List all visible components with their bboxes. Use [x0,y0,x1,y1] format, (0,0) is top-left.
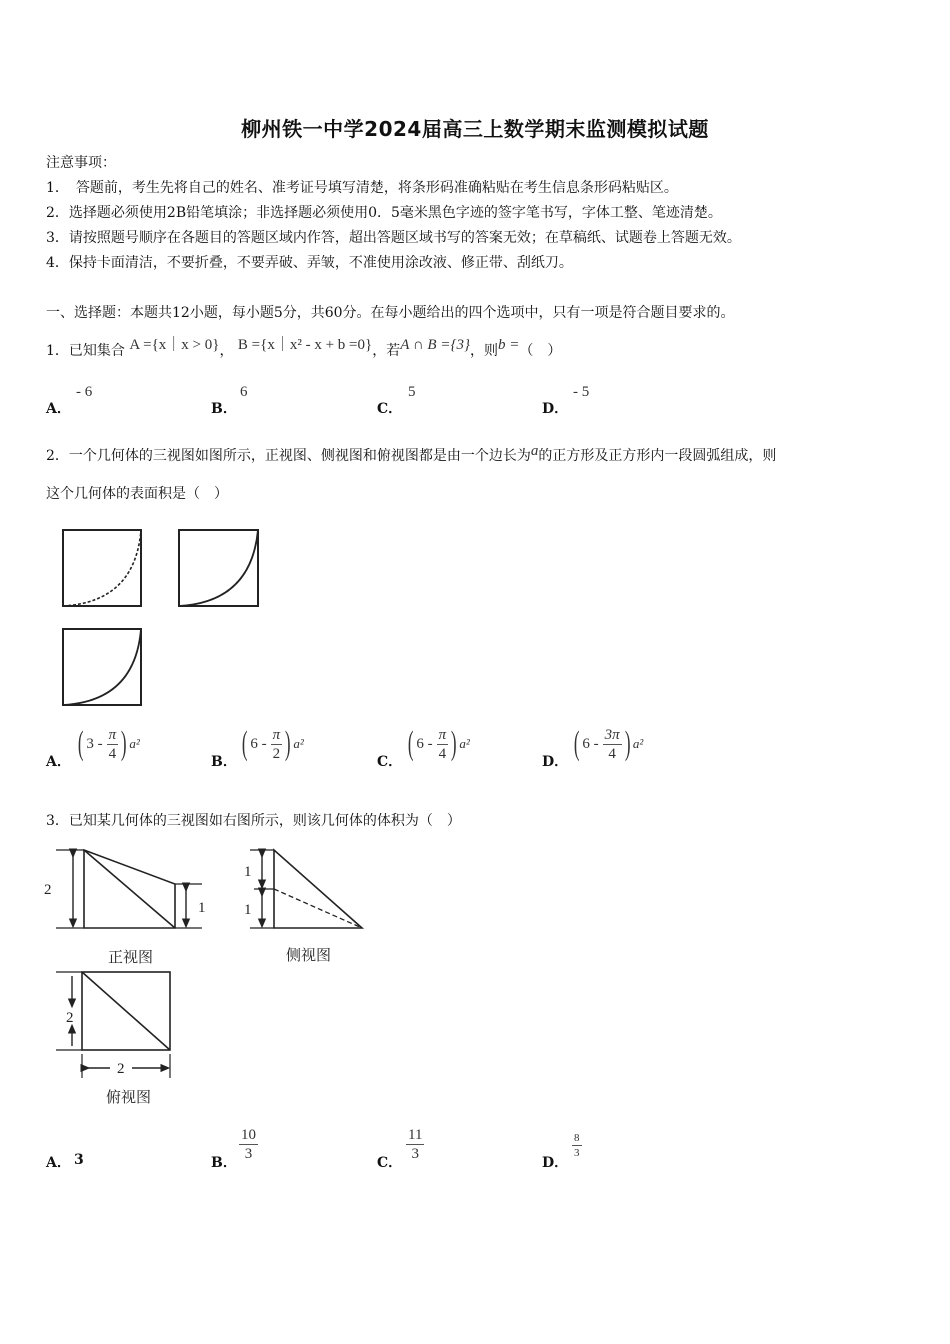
q3-front-dim-left: 2 [44,882,52,898]
q2-option-d-lead: 6 - [582,735,599,752]
q2-option-b-den: 2 [272,745,281,762]
q3-option-d-label[interactable]: D． [542,1155,569,1171]
q2-front-view [63,530,141,606]
q3-stem: 3．已知某几何体的三视图如右图所示，则该几何体的体积为（ ） [46,813,461,829]
notice-item-1: 1． 答题前，考生先将自己的姓名、准考证号填写清楚，将条形码准确粘贴在考生信息条形码粘贴区。 [46,180,678,196]
q3-option-c-label[interactable]: C． [377,1155,403,1171]
notice-heading: 注意事项： [46,155,116,171]
q3-side-label: 侧视图 [286,948,332,964]
q3-option-b-den: 3 [244,1146,253,1162]
q2-three-views [55,522,275,714]
q1-condition: A ∩ B ={3} [400,337,470,353]
q3-option-c-num: 11 [408,1127,423,1143]
q1-set-b: B ={x｜x² - x + b =0} [237,337,373,353]
q1-stem [46,339,561,360]
q2-top-view [63,629,141,705]
q3-option-d-den: 3 [574,1147,580,1159]
q3-three-views [40,842,380,1112]
q1-prefix: 1．已知集合 [46,343,125,359]
q3-front-view [44,850,206,966]
q2-option-a-expr: ( 3 - $\frac{\pi}{4}$ ) a² [77,725,140,762]
q3-option-c-frac [406,1126,424,1163]
q3-side-dim-top: 1 [244,864,252,880]
q3-front-dim-right: 1 [198,900,206,916]
q2-option-c-tail: a² [459,736,470,751]
section-heading: 一、选择题：本题共12小题，每小题5分，共60分。在每小题给出的四个选项中，只有一项是符合题目要求的。 [46,305,735,321]
q2-option-c-den: 4 [438,745,447,762]
q3-option-a-value: 3 [74,1152,84,1168]
q2-option-d-expr: ( 6 - $\frac{3\pi}{4}$ ) a² [573,725,644,762]
q1-option-a-label[interactable]: A． [46,401,71,417]
q1-set-a: A ={x｜x > 0} [129,337,220,353]
q1-option-d-value: - 5 [573,384,590,400]
q3-side-dim-bottom: 1 [244,902,252,918]
q1-b: b = [497,337,520,353]
q2-option-d-tail: a² [632,736,644,751]
q2-option-b-num: π [272,726,281,743]
notice-item-4: 4．保持卡面清洁，不要折叠，不要弄破、弄皱，不准使用涂改液、修正带、刮纸刀。 [46,255,573,271]
q3-top-dim-left: 2 [66,1010,74,1026]
q2-option-b-label[interactable]: B． [211,754,237,770]
q1-option-a-value: - 6 [76,384,93,400]
q2-option-c-label[interactable]: C． [377,754,403,770]
q3-front-label: 正视图 [108,950,154,966]
q2-line1b: 的正方形及正方形内一段圆弧组成，则 [538,448,777,464]
q3-option-c-den: 3 [411,1146,419,1162]
q2-option-c-lead: 6 - [416,735,433,752]
q2-option-d-label[interactable]: D． [542,754,569,770]
q2-option-b-tail: a² [293,736,304,751]
q2-option-b-expr: ( 6 - $\frac{\pi}{2}$ ) a² [241,725,304,762]
q2-option-d-num: 3π [604,726,620,743]
q2-option-c-num: π [438,726,447,743]
q1-paren: （ ） [519,343,562,359]
q1-option-c-value: 5 [408,384,416,400]
q1-if: ，若 [372,343,401,359]
q2-stem-line1 [46,445,776,465]
q2-option-a-den: 4 [108,745,117,762]
q3-side-view [244,850,362,964]
q2-option-c-expr: ( 6 - $\frac{\pi}{4}$ ) a² [407,725,470,762]
q2-option-a-label[interactable]: A． [46,754,71,770]
q2-option-a-lead: 3 - [86,735,103,752]
page-title: 柳州铁一中学2024届高三上数学期末监测模拟试题 [241,117,709,141]
q3-top-label: 俯视图 [106,1090,152,1106]
q2-option-a-num: π [108,726,117,743]
q3-top-dim-bottom: 2 [117,1061,125,1077]
q2-option-a-tail: a² [129,736,140,751]
q3-option-d-num: 8 [574,1132,580,1144]
q3-option-d-frac [572,1131,582,1160]
q1-comma: ， [219,343,234,359]
q2-line1a: 2．一个几何体的三视图如图所示，正视图、侧视图和俯视图都是由一个边长为 [46,448,531,464]
q3-option-b-frac [239,1126,258,1163]
q2-stem-line2: 这个几何体的表面积是（ ） [46,486,228,502]
q1-option-d-label[interactable]: D． [542,401,569,417]
q3-option-a-label[interactable]: A． [46,1155,71,1171]
q1-option-b-value: 6 [240,384,248,400]
q2-var-a: a [530,443,539,459]
q1-option-c-label[interactable]: C． [377,401,403,417]
q3-option-b-label[interactable]: B． [211,1155,237,1171]
q3-option-b-num: 10 [241,1127,256,1143]
q1-option-b-label[interactable]: B． [211,401,237,417]
notice-item-3: 3．请按照题号顺序在各题目的答题区域内作答，超出答题区域书写的答案无效；在草稿纸、试题卷上答题无效。 [46,230,741,246]
q2-side-view [179,530,258,606]
q3-top-view [56,972,170,1106]
notice-item-2: 2．选择题必须使用2B铅笔填涂；非选择题必须使用0．5毫米黑色字迹的签字笔书写，字体工整、笔迹清楚。 [46,205,722,221]
q2-option-b-lead: 6 - [250,735,267,752]
q2-option-d-den: 4 [608,745,616,762]
q1-then: ，则 [469,343,498,359]
